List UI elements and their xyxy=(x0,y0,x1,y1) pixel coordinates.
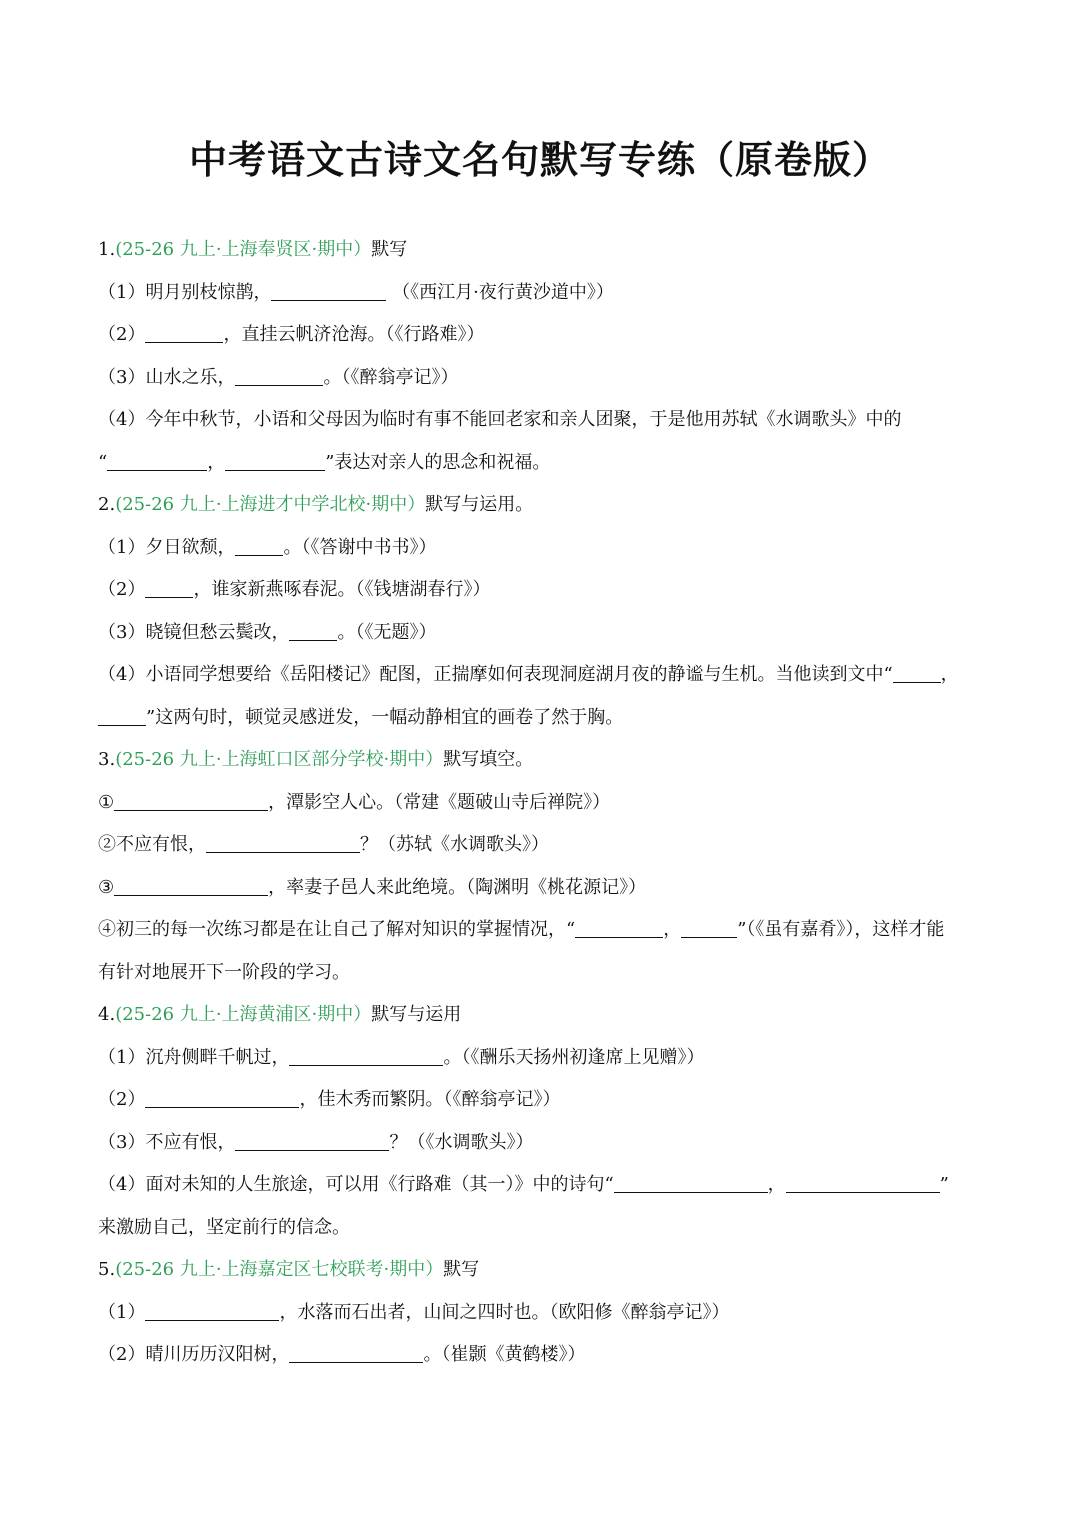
question-item xyxy=(98,612,988,655)
answer-blank[interactable] xyxy=(206,832,360,853)
item-text: ”（《虽有嘉肴》），这样才能 xyxy=(737,919,945,940)
item-label: （2） xyxy=(98,579,146,600)
question-item-continued xyxy=(98,697,988,740)
item-text: “ xyxy=(98,451,108,473)
item-text: 明月别枝惊鹊， xyxy=(145,281,272,303)
question-source: (25-26 九上·上海奉贤区·期中） xyxy=(115,239,372,260)
answer-blank[interactable] xyxy=(614,1172,768,1193)
answer-blank[interactable] xyxy=(786,1172,940,1193)
item-text: ，谁家新燕啄春泥。（《钱塘湖春行》） xyxy=(193,579,491,600)
item-text: ”这两句时，顿觉灵感迸发，一幅动静相宜的画卷了然于胸。 xyxy=(146,706,624,728)
answer-blank[interactable] xyxy=(114,790,268,811)
answer-blank[interactable] xyxy=(235,535,283,556)
item-text: 沉舟侧畔千帆过， xyxy=(145,1046,290,1068)
answer-blank[interactable] xyxy=(893,662,941,683)
question-item xyxy=(98,1334,988,1377)
question-source: (25-26 九上·上海虹口区部分学校·期中） xyxy=(115,749,444,770)
question-item-continued xyxy=(98,1207,988,1250)
question-item xyxy=(98,1122,988,1165)
question-source: (25-26 九上·上海进才中学北校·期中） xyxy=(115,494,426,515)
item-text: ，水落而石出者，山间之四时也。（欧阳修《醉翁亭记》） xyxy=(279,1301,730,1323)
item-label: （3） xyxy=(98,1131,146,1153)
question-2-header xyxy=(98,484,988,527)
item-text: 。（《醉翁亭记》） xyxy=(323,366,459,388)
item-text: 有针对地展开下一阶段的学习。 xyxy=(98,961,350,983)
question-source: (25-26 九上·上海黄浦区·期中） xyxy=(115,1004,372,1025)
answer-blank[interactable] xyxy=(145,1300,279,1321)
answer-blank[interactable] xyxy=(235,1130,389,1151)
answer-blank[interactable] xyxy=(289,1045,443,1066)
item-text: ， xyxy=(663,919,682,940)
item-text: 初三的每一次练习都是在让自己了解对知识的掌握情况，“ xyxy=(116,919,576,940)
question-source: (25-26 九上·上海嘉定区七校联考·期中） xyxy=(115,1259,444,1280)
answer-blank[interactable] xyxy=(681,917,737,938)
question-item xyxy=(98,399,988,442)
question-item xyxy=(98,1164,988,1207)
question-item xyxy=(98,1079,988,1122)
item-text: ，直挂云帆济沧海。（《行路难》） xyxy=(223,324,485,345)
answer-blank[interactable] xyxy=(289,1342,423,1363)
question-number: 1. xyxy=(98,239,116,260)
answer-blank[interactable] xyxy=(145,1087,299,1108)
question-instruction: 默写填空。 xyxy=(443,749,534,770)
question-item xyxy=(98,824,988,867)
item-text: ， xyxy=(767,1174,786,1195)
item-text: ，率妻子邑人来此绝境。（陶渊明《桃花源记》） xyxy=(268,876,647,898)
question-number: 5. xyxy=(98,1259,116,1280)
item-text: 小语同学想要给《岳阳楼记》配图，正揣摩如何表现洞庭湖月夜的静谧与生机。当他读到文中“ xyxy=(145,664,893,685)
answer-blank[interactable] xyxy=(145,577,193,598)
question-item xyxy=(98,867,988,910)
answer-blank[interactable] xyxy=(575,917,663,938)
answer-blank[interactable] xyxy=(98,705,146,726)
item-text: 。（《无题》） xyxy=(337,621,437,643)
question-instruction: 默写与运用。 xyxy=(425,494,534,515)
question-item xyxy=(98,782,988,825)
question-instruction: 默写 xyxy=(443,1259,480,1280)
item-label: （3） xyxy=(98,621,146,643)
item-label: （1） xyxy=(98,536,146,558)
item-label: （2） xyxy=(98,324,146,345)
question-instruction: 默写与运用 xyxy=(371,1004,462,1025)
question-item-continued xyxy=(98,952,988,995)
page-title: 中考语文古诗文名句默写专练（原卷版） xyxy=(188,138,891,182)
question-4-header xyxy=(98,994,988,1037)
question-item xyxy=(98,909,988,952)
item-text: ？（苏轼《水调歌头》） xyxy=(360,834,549,855)
question-item xyxy=(98,314,988,357)
answer-blank[interactable] xyxy=(271,280,386,301)
item-label: ④ xyxy=(98,919,116,940)
item-label: （4） xyxy=(98,1174,146,1195)
item-text: 夕日欲颓， xyxy=(145,536,236,558)
answer-blank[interactable] xyxy=(225,450,325,471)
answer-blank[interactable] xyxy=(107,450,207,471)
question-item xyxy=(98,569,988,612)
item-text: ” xyxy=(939,1174,949,1195)
question-number: 4. xyxy=(98,1004,116,1025)
question-number: 3. xyxy=(98,749,116,770)
question-item xyxy=(98,357,988,400)
item-text: 面对未知的人生旅途，可以用《行路难（其一）》中的诗句“ xyxy=(145,1174,614,1195)
item-text: ， xyxy=(940,664,959,685)
item-label: ② xyxy=(98,834,116,855)
question-5-header xyxy=(98,1249,988,1292)
question-item xyxy=(98,272,988,315)
item-label: （1） xyxy=(98,1301,146,1323)
question-item xyxy=(98,1037,988,1080)
item-text: ，潭影空人心。（常建《题破山寺后禅院》） xyxy=(268,791,611,813)
item-text: 不应有恨， xyxy=(145,1131,236,1153)
answer-blank[interactable] xyxy=(235,365,323,386)
item-text: 。（《酬乐天扬州初逢席上见赠》） xyxy=(443,1046,705,1068)
item-text: （《西江月·夜行黄沙道中》） xyxy=(386,281,614,303)
question-instruction: 默写 xyxy=(371,239,408,260)
answer-blank[interactable] xyxy=(145,322,223,343)
item-label: （1） xyxy=(98,281,146,303)
item-text: 不应有恨， xyxy=(116,834,206,855)
item-label: （3） xyxy=(98,366,146,388)
item-label: ③ xyxy=(98,876,115,898)
item-text: ？（《水调歌头》） xyxy=(389,1131,534,1153)
item-text: 。（《答谢中书书》） xyxy=(283,536,437,558)
item-text: 山水之乐， xyxy=(145,366,236,388)
item-label: （2） xyxy=(98,1344,146,1365)
item-label: （4） xyxy=(98,409,146,430)
item-text: 晓镜但愁云鬓改， xyxy=(145,621,290,643)
question-item-continued xyxy=(98,442,988,485)
question-list xyxy=(98,229,988,1377)
item-text: 晴川历历汉阳树， xyxy=(145,1344,290,1365)
item-text: ， xyxy=(207,451,226,473)
item-text: 来激励自己，坚定前行的信念。 xyxy=(98,1216,350,1238)
item-text: 今年中秋节，小语和父母因为临时有事不能回老家和亲人团聚，于是他用苏轼《水调歌头》中的 xyxy=(145,409,902,430)
question-1-header xyxy=(98,229,988,272)
answer-blank[interactable] xyxy=(289,620,337,641)
item-text: ”表达对亲人的思念和祝福。 xyxy=(325,451,551,473)
item-label: （4） xyxy=(98,664,146,685)
question-item xyxy=(98,654,988,697)
item-text: 。（崔颢《黄鹤楼》） xyxy=(423,1344,586,1365)
question-3-header xyxy=(98,739,988,782)
item-label: （1） xyxy=(98,1046,146,1068)
item-label: ① xyxy=(98,791,115,813)
question-number: 2. xyxy=(98,494,116,515)
question-item xyxy=(98,527,988,570)
answer-blank[interactable] xyxy=(114,875,268,896)
item-text: ，佳木秀而繁阴。（《醉翁亭记》） xyxy=(299,1089,561,1110)
item-label: （2） xyxy=(98,1089,146,1110)
question-item xyxy=(98,1292,988,1335)
